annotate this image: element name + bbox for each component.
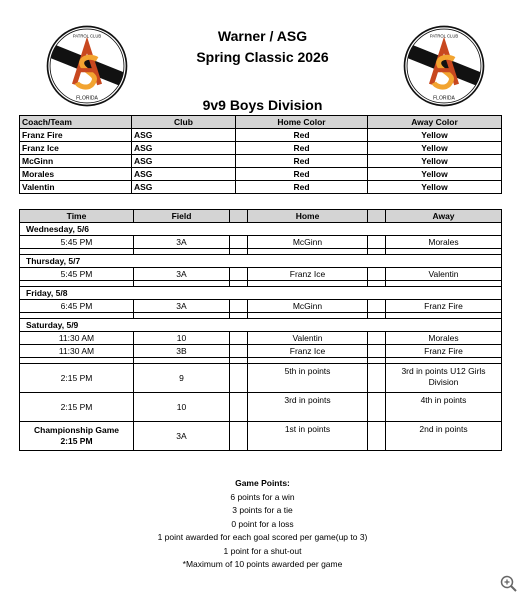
team-name-cell: Valentin: [20, 181, 132, 194]
team-row: [20, 142, 502, 155]
game-time: [20, 422, 134, 451]
game-time: 2:15 PM: [20, 364, 134, 393]
game-field: 10: [134, 332, 230, 345]
game-time: 2:15 PM: [20, 393, 134, 422]
game-row: [20, 300, 502, 313]
team-name-cell: Franz Ice: [20, 142, 132, 155]
club-cell: ASG: [132, 129, 236, 142]
game-field: 3A: [134, 300, 230, 313]
event-name-title: Spring Classic 2026: [196, 49, 329, 65]
logo-top-text: PATROL CLUB: [72, 33, 102, 39]
game-home: McGinn: [248, 236, 368, 249]
away-color-cell: Yellow: [368, 142, 502, 155]
game-row: [20, 422, 502, 451]
division-title: 9v9 Boys Division: [202, 97, 323, 113]
away-color-cell: Yellow: [368, 155, 502, 168]
teams-header-row: [20, 116, 502, 129]
col-coach-team: Coach/Team: [20, 116, 132, 129]
game-away: 3rd in points U12 Girls Division: [386, 364, 502, 393]
game-home: 5th in points: [248, 364, 368, 393]
game-home: 1st in points: [248, 422, 368, 451]
home-color-cell: Red: [236, 155, 368, 168]
team-row: [20, 129, 502, 142]
game-points-line: 6 points for a win: [230, 491, 295, 502]
game-away: Morales: [386, 332, 502, 345]
game-points-line: 3 points for a tie: [232, 505, 293, 515]
svg-text:PATROL CLUB: PATROL CLUB: [429, 33, 459, 39]
game-points-line: 1 point for a shut-out: [223, 545, 302, 556]
game-time: 5:45 PM: [20, 236, 134, 249]
home-color-cell: Red: [236, 129, 368, 142]
game-home: McGinn: [248, 300, 368, 313]
day-row: [20, 287, 502, 300]
col-away: Away: [386, 210, 502, 223]
team-row: [20, 168, 502, 181]
club-cell: ASG: [132, 142, 236, 155]
game-field: 3A: [134, 268, 230, 281]
game-time: 11:30 AM: [20, 332, 134, 345]
game-time: 6:45 PM: [20, 300, 134, 313]
club-cell: ASG: [132, 168, 236, 181]
game-home: 3rd in points: [248, 393, 368, 422]
game-row: [20, 268, 502, 281]
day-label: Friday, 5/8: [20, 287, 502, 300]
game-points-heading: Game Points:: [235, 478, 290, 488]
svg-text:FLORIDA: FLORIDA: [433, 95, 455, 102]
game-field: 9: [134, 364, 230, 393]
game-row: [20, 332, 502, 345]
home-color-cell: Red: [236, 181, 368, 194]
col-home: Home: [248, 210, 368, 223]
game-row: [20, 393, 502, 422]
game-away: Morales: [386, 236, 502, 249]
day-label: Thursday, 5/7: [20, 255, 502, 268]
game-row: [20, 364, 502, 393]
game-field: 3A: [134, 236, 230, 249]
col-away-color: Away Color: [368, 116, 502, 129]
game-row: [20, 345, 502, 358]
team-name-cell: Morales: [20, 168, 132, 181]
col-home-color: Home Color: [236, 116, 368, 129]
col-time: Time: [20, 210, 134, 223]
game-points-line: 0 point for a loss: [231, 518, 294, 529]
away-color-cell: Yellow: [368, 168, 502, 181]
home-color-cell: Red: [236, 142, 368, 155]
game-away: Valentin: [386, 268, 502, 281]
team-name-cell: McGinn: [20, 155, 132, 168]
schedule-header-row: [20, 210, 502, 223]
day-row: [20, 319, 502, 332]
team-row: [20, 155, 502, 168]
event-host-title: Warner / ASG: [217, 28, 308, 44]
club-cell: ASG: [132, 181, 236, 194]
game-time-title: Championship Game: [33, 425, 119, 435]
game-points-section: [0, 477, 525, 572]
game-time: 5:45 PM: [20, 268, 134, 281]
game-field: 10: [134, 393, 230, 422]
game-away: Franz Fire: [386, 300, 502, 313]
game-home: Franz Ice: [248, 268, 368, 281]
logo-bottom-text: FLORIDA: [76, 95, 98, 102]
game-away: 4th in points: [386, 393, 502, 422]
game-away: Franz Fire: [386, 345, 502, 358]
club-cell: ASG: [132, 155, 236, 168]
col-field: Field: [134, 210, 230, 223]
game-points-line: *Maximum of 10 points awarded per game: [182, 559, 343, 569]
home-color-cell: Red: [236, 168, 368, 181]
col-club: Club: [132, 116, 236, 129]
away-color-cell: Yellow: [368, 129, 502, 142]
game-row: [20, 236, 502, 249]
game-time-value: 2:15 PM: [60, 436, 93, 446]
day-label: Wednesday, 5/6: [20, 223, 502, 236]
game-field: 3B: [134, 345, 230, 358]
team-row: [20, 181, 502, 194]
game-points-line: 1 point awarded for each goal scored per game(up to 3): [157, 532, 368, 542]
game-home: Franz Ice: [248, 345, 368, 358]
teams-table: [19, 115, 502, 194]
game-field: 3A: [134, 422, 230, 451]
day-label: Saturday, 5/9: [20, 319, 502, 332]
game-time: 11:30 AM: [20, 345, 134, 358]
day-row: [20, 255, 502, 268]
team-name-cell: Franz Fire: [20, 129, 132, 142]
schedule-table: [19, 209, 502, 451]
zoom-in-icon[interactable]: [499, 574, 519, 594]
game-home: Valentin: [248, 332, 368, 345]
day-row: [20, 223, 502, 236]
game-away: 2nd in points: [386, 422, 502, 451]
away-color-cell: Yellow: [368, 181, 502, 194]
